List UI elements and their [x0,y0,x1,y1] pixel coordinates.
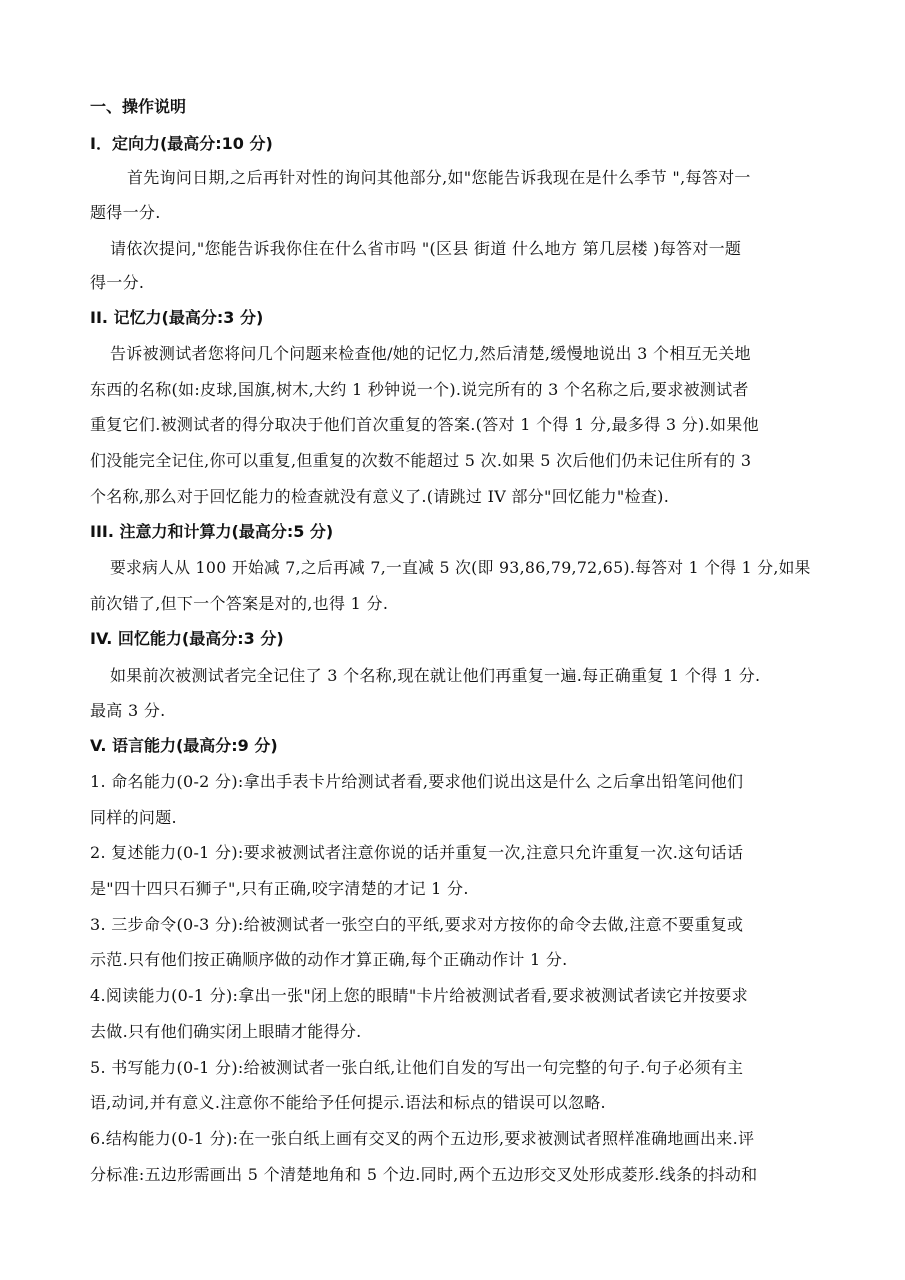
paragraph-line: 东西的名称(如:皮球,国旗,树木,大约 1 秒钟说一个).说完所有的 3 个名称之后,要求被测试者 [90,380,749,399]
paragraph-line: 示范.只有他们按正确顺序做的动作才算正确,每个正确动作计 1 分. [90,950,568,969]
section-title-attention: III. 注意力和计算力(最高分:5 分) [90,522,334,541]
paragraph-line: 首先询问日期,之后再针对性的询问其他部分,如"您能告诉我现在是什么季节 ",每答对一 [127,168,751,187]
paragraph-line: 2. 复述能力(0-1 分):要求被测试者注意你说的话并重复一次,注意只允许重复一次.这句话话 [90,843,744,862]
paragraph-line: 前次错了,但下一个答案是对的,也得 1 分. [90,594,389,613]
paragraph-line: 4.阅读能力(0-1 分):拿出一张"闭上您的眼睛"卡片给被测试者看,要求被测试者读它并按要求 [90,986,748,1005]
section-title-orientation: I．定向力(最高分:10 分) [90,134,273,153]
section-title-memory: II. 记忆力(最高分:3 分) [90,308,264,327]
paragraph-line: 最高 3 分. [90,701,166,720]
paragraph-line: 3. 三步命令(0-3 分):给被测试者一张空白的平纸,要求对方按你的命令去做,注意不要重复或 [90,915,744,934]
paragraph-line: 语,动词,并有意义.注意你不能给予任何提示.语法和标点的错误可以忽略. [90,1093,606,1112]
paragraph-line: 5. 书写能力(0-1 分):给被测试者一张白纸,让他们自发的写出一句完整的句子.句子必须有主 [90,1058,744,1077]
paragraph-line: 同样的问题. [90,808,177,827]
section-title-recall: IV. 回忆能力(最高分:3 分) [90,629,284,648]
paragraph-line: 是"四十四只石狮子",只有正确,咬字清楚的才记 1 分. [90,879,469,898]
paragraph-line: 请依次提问,"您能告诉我你住在什么省市吗 "(区县 街道 什么地方 第几层楼 )每答对一题 [110,239,742,258]
main-heading: 一、操作说明 [90,97,187,116]
paragraph-line: 重复它们.被测试者的得分取决于他们首次重复的答案.(答对 1 个得 1 分,最多得 3 分).如果他 [90,415,759,434]
paragraph-line: 1. 命名能力(0-2 分):拿出手表卡片给测试者看,要求他们说出这是什么 之后拿出铅笔问他们 [90,772,744,791]
section-title-language: V. 语言能力(最高分:9 分) [90,736,278,755]
paragraph-line: 分标准:五边形需画出 5 个清楚地角和 5 个边.同时,两个五边形交叉处形成菱形.线条的抖动和 [90,1165,758,1184]
paragraph-line: 得一分. [90,273,145,292]
paragraph-line: 6.结构能力(0-1 分):在一张白纸上画有交叉的两个五边形,要求被测试者照样准确地画出来.评 [90,1129,755,1148]
paragraph-line: 们没能完全记住,你可以重复,但重复的次数不能超过 5 次.如果 5 次后他们仍未记住所有的 3 [90,451,752,470]
paragraph-line: 告诉被测试者您将问几个问题来检查他/她的记忆力,然后清楚,缓慢地说出 3 个相互无关地 [110,344,751,363]
paragraph-line: 题得一分. [90,203,161,222]
paragraph-line: 个名称,那么对于回忆能力的检查就没有意义了.(请跳过 IV 部分"回忆能力"检查). [90,487,670,506]
paragraph-line: 如果前次被测试者完全记住了 3 个名称,现在就让他们再重复一遍.每正确重复 1 个得 1 分. [110,666,761,685]
paragraph-line: 要求病人从 100 开始减 7,之后再减 7,一直减 5 次(即 93,86,79,72,65).每答对 1 个得 1 分,如果 [110,558,811,577]
paragraph-line: 去做.只有他们确实闭上眼睛才能得分. [90,1022,362,1041]
